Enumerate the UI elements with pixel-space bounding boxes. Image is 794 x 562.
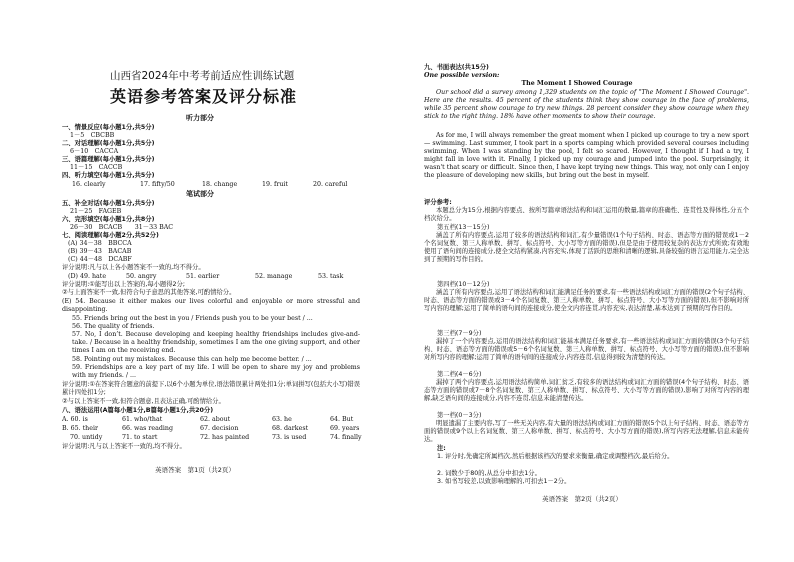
e-answer: 59. Friendships are a key part of my life. I will be open to share my joy and problems with my friends. / ... <box>72 364 360 380</box>
scoring-note: 评分说明:①在答案符合题意的前提下,以6个小题为单位,语法错误累计两处扣1分;单词拼写(包括大小写)错误累计四处扣1分; <box>62 381 360 397</box>
note-item: 1. 评分时,先确定所属档次,然后根据该档次的要求来衡量,确定或调整档次,最后给分。 <box>437 453 674 460</box>
grammar-answer: 64. But <box>330 416 354 423</box>
e-answer: 56. The quality of friends. <box>72 323 155 330</box>
grammar-answer: 61. who/that <box>122 416 163 423</box>
listening-heading: 听力部分 <box>186 114 214 122</box>
fill-answer: 20. careful <box>313 181 348 188</box>
section-heading: 三、语篇理解(每小题1分,共5分) <box>62 156 155 163</box>
section-answer: 21－25 FAGEB <box>70 208 122 215</box>
grammar-answer: A. 60. is <box>62 416 88 423</box>
grammar-answer: 74. finally <box>330 434 362 441</box>
grammar-answer: 68. darkest <box>272 425 309 432</box>
reading-answer: (C) 44－48 DCABF <box>68 256 132 263</box>
section-answer: 1－5 CBCBB <box>70 132 115 139</box>
fill-answer: 17. fifty/50 <box>140 181 175 188</box>
scoring-note: 评分说明:凡与以上答案不一致的,均不得分。 <box>62 443 186 450</box>
essay-paragraph: Our school did a survey among 1,329 students on the topic of "The Moment I Showed Courage". Here are the results. 45 percent of the students think they show courage in the face of problems, while 35 percent show courage to try new things. 28 percent consider they show courage when they stick to the right thing. 18% have other moments to show their courage. <box>424 89 749 121</box>
e-intro: (E) 54. Because it either makes our lives colorful and enjoyable or more stressful and disappointing. <box>62 298 360 314</box>
essay-paragraph: As for me, I will always remember the great moment when I picked up courage to try a new sport — swimming. Last summer, I took part in a sports camping which provided several courses including swimming. When I was standing by the pool, I felt so scared. However, I thought if I had a try, I might fall in love with it. Finally, I picked up my courage and jumped into the pool. Surprisingly, it wasn't that scary or difficult. Since then, I have kept trying new things. This way, not only can I enjoy the pleasure of developing new skills, but bring out the best in myself. <box>424 132 749 180</box>
note-item: 2. 词数少于80的,从总分中扣去1分。 <box>437 470 541 477</box>
section-heading: 二、对话理解(每小题1分,共5分) <box>62 140 155 147</box>
reading-answer: (A) 34－38 BBCCA <box>68 240 132 247</box>
band-description: 漏掉了一个内容要点,运用的语法结构和词汇能基本满足任务要求,有一些语法结构或词汇方面的错误(3个句子结构、时态、语态等方面的错误或5－6个名词复数、第三人称单数、拼写、标点符号、大小写等方面的错误),但不影响对所写内容的理解;运用了简单的语句间的连接成分,内容连贯,信息得到较为清楚的传达。 <box>424 338 749 362</box>
band-description: 明显遗漏了主要内容,写了一些无关内容,有大量的语法结构或词汇方面的错误(5个以上句子结构、时态、语态等方面的错误或9个以上名词复数、第三人称单数、拼写、标点符号、大小写方面的错误),所写内容无法理解,信息未能传达。 <box>424 420 749 444</box>
section-heading: 六、完形填空(每小题1分,共8分) <box>62 216 155 223</box>
one-possible-label: One possible version: <box>424 72 500 79</box>
fill-answer: 19. fruit <box>262 181 288 188</box>
grammar-answer: 67. decision <box>200 425 239 432</box>
grammar-answer: 63. he <box>272 416 292 423</box>
section-heading: 九、书面表达(共15分) <box>424 64 489 71</box>
right-page <box>397 0 794 562</box>
section-heading: 一、情景反应(每小题1分,共5分) <box>62 124 155 131</box>
section-answer: 11－15 CACCB <box>70 164 123 171</box>
grammar-answer: 71. to start <box>122 434 158 441</box>
d-answer: 52. manage <box>255 273 293 280</box>
section-heading: 五、补全对话(每小题1分,共5分) <box>62 200 155 207</box>
d-answer: 53. task <box>318 273 344 280</box>
grammar-answer: 69. years <box>330 425 360 432</box>
band-description: 漏掉了两个内容要点,运用语法结构简单,词汇贫乏,有较多的语法结构或词汇方面的错误(4个句子结构、时态、语态等方面的错误或7－8个名词复数、第三人称单数、拼写、标点符号、大小写等方面的错误),影响了对所写内容的理解,缺乏语句间的连接成分,内容不连贯,信息未能清楚传达。 <box>424 379 749 403</box>
band-description: 涵盖了所有内容要点,运用了语法结构和词汇能满足任务的要求,有一些语法结构或词汇方面的错误(2个句子结构、时态、语态等方面的错误或3－4个名词复数、第三人称单数、拼写、标点符号、大小写等方面的错误),但不影响对所写内容的理解;运用了简单的语句间的连接成分,使全文内容连贯,内容充实,表达清楚,基本达到了预期的写作目的。 <box>424 289 749 313</box>
essay-title: The Moment I Showed Courage <box>521 80 633 87</box>
answer-key-title: 英语参考答案及评分标准 <box>110 87 298 106</box>
e-answer: 58. Pointing out my mistakes. Because this can help me become better. / ... <box>72 356 312 363</box>
reading-answer: (B) 39－43 BACAB <box>68 248 132 255</box>
written-heading: 笔试部分 <box>186 190 214 198</box>
page-footer: 英语答案 第2页（共2页） <box>542 495 622 503</box>
band-label: 第一档(0－3分) <box>437 412 482 419</box>
grammar-answer: 70. untidy <box>70 434 103 441</box>
d-answer: 50. angry <box>126 273 157 280</box>
exam-title: 山西省2024年中考考前适应性训练试题 <box>110 70 295 82</box>
scoring-note: ②与以上答案不一致,但符合题意,且表达正确,可酌情给分。 <box>62 398 225 405</box>
scoring-intro: 本题总分为15分,根据内容要点、按所写篇章语法结构和词汇运用的数量,篇章的准确性、连贯性及得体性,分五个档次给分。 <box>424 207 749 223</box>
section-heading: 四、听力填空(每小题1分,共5分) <box>62 172 155 179</box>
grammar-answer: 72. has painted <box>200 434 250 441</box>
grammar-answer: 66. was reading <box>122 425 174 432</box>
band-label: 第二档(4－6分) <box>437 371 482 378</box>
section-heading: 八、语法运用(A篇每小题1分,B篇每小题1分,共20分) <box>62 407 214 414</box>
e-answer: 57. No, I don’t. Because developing and keeping healthy friendships includes give-and-take. / Because in a healthy friendship, sometimes I am the one giving support, and other times I am on the receiving end. <box>72 331 360 355</box>
fill-answer: 16. clearly <box>72 181 106 188</box>
scoring-ref-heading: 评分参考: <box>424 199 452 206</box>
band-label: 第四档(10－12分) <box>437 281 490 288</box>
grammar-answer: B. 65. their <box>62 425 98 432</box>
fill-answer: 18. change <box>202 181 238 188</box>
d-answer: (D) 49. hate <box>68 273 107 280</box>
d-answer: 51. earlier <box>186 273 220 280</box>
scoring-note: 评分说明:①能写出以上答案的,每小题得2分; <box>62 281 185 288</box>
grammar-answer: 73. is used <box>272 434 307 441</box>
band-label: 第五档(13－15分) <box>437 224 490 231</box>
e-answer: 55. Friends bring out the best in you / Friends push you to be your best / ... <box>72 315 313 322</box>
section-answer: 6－10 CACCA <box>70 148 119 155</box>
band-label: 第三档(7－9分) <box>437 330 482 337</box>
notes-heading: 注: <box>437 445 446 452</box>
section-heading: 七、阅读理解(每小题2分,共52分) <box>62 232 159 239</box>
grammar-answer: 62. about <box>200 416 231 423</box>
band-description: 涵盖了所有内容要点,运用了较多的语法结构和词汇,有少量错误(1个句子结构、时态、语态等方面的错误或1－2个名词复数、第三人称单数、拼写、标点符号、大小写等方面的错误),但是是由于使用较复杂的表达方式所致;有效地使用了语句间的连接成分,使全文结构紧凑,内容充实,体现了活跃的思维和清晰的逻辑,具备较强的语言运用能力,完全达到了预期的写作目的。 <box>424 232 749 264</box>
section-answer: 26－30 BCACB 31－33 BAC <box>70 224 174 231</box>
scoring-note: ②与上面答案不一致,但符合句子意思的其他答案,可酌情给分。 <box>62 289 236 296</box>
scoring-note: 评分说明:凡与以上各小题答案不一致的,均不得分。 <box>62 264 205 271</box>
page-footer: 英语答案 第1页（共2页） <box>155 466 235 474</box>
note-item: 3. 如书写较差,以致影响理解的,可扣去1－2分。 <box>437 478 571 485</box>
